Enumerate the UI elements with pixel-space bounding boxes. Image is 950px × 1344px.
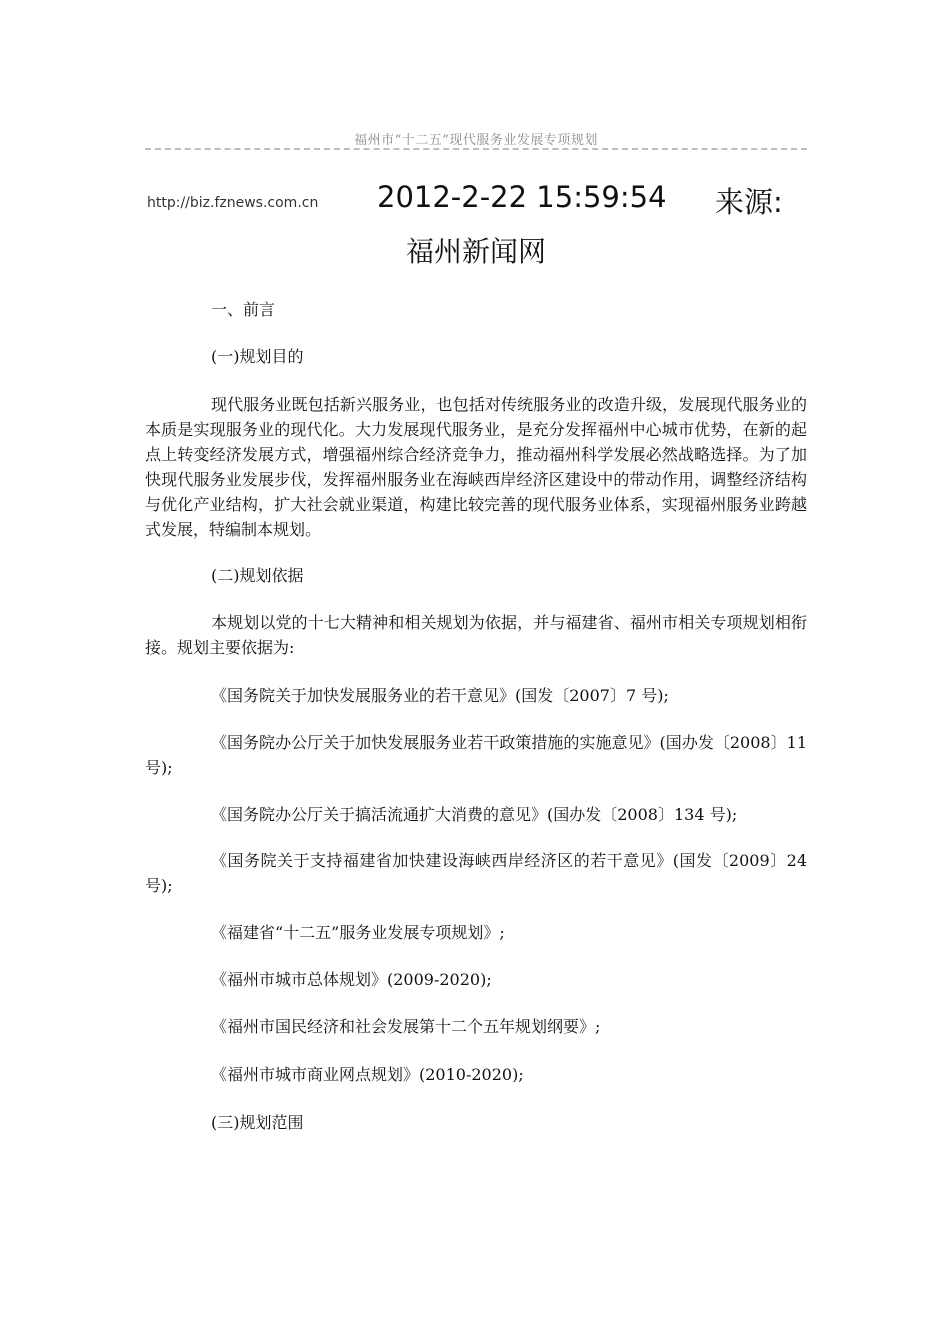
- source-line: [147, 176, 807, 224]
- basis-item: [145, 730, 807, 780]
- source-url-link[interactable]: http://biz.fznews.com.cn: [147, 195, 319, 211]
- basis-item-text: 《国务院关于加快发展服务业的若干意见》(国发〔2007〕7 号);: [211, 686, 669, 705]
- basis-item: [145, 967, 807, 992]
- paragraph-purpose: [145, 392, 807, 542]
- paragraph-basis-text: 本规划以党的十七大精神和相关规划为依据，并与福建省、福州市相关专项规划相衔接。规划主要依据为:: [145, 613, 807, 657]
- section-heading-preface: 一、前言: [211, 300, 276, 319]
- basis-item: [145, 1014, 807, 1039]
- subsection-heading-purpose: (一)规划目的: [211, 347, 304, 366]
- basis-item-text: 《福建省“十二五”服务业发展专项规划》;: [211, 923, 505, 942]
- source-name: 福州新闻网: [405, 235, 546, 268]
- basis-item: [145, 1062, 807, 1087]
- basis-item: [145, 920, 807, 945]
- paragraph-basis: [145, 610, 807, 660]
- basis-item-text: 《国务院关于支持福建省加快建设海峡西岸经济区的若干意见》(国发〔2009〕24 号);: [145, 851, 807, 895]
- subsection-heading-basis: (二)规划依据: [211, 566, 304, 585]
- header-divider: [145, 148, 807, 150]
- source-label: 来源:: [715, 185, 783, 219]
- subsection-heading-scope: (三)规划范围: [211, 1113, 304, 1132]
- paragraph-purpose-text: 现代服务业既包括新兴服务业，也包括对传统服务业的改造升级，发展现代服务业的本质是实现服务业的现代化。大力发展现代服务业，是充分发挥福州中心城市优势，在新的起点上转变经济发展方式，增强福州综合经济竞争力，推动福州科学发展必然战略选择。为了加快现代服务业发展步伐，发挥福州服务业在海峡西岸经济区建设中的带动作用，调整经济结构与优化产业结构，扩大社会就业渠道，构建比较完善的现代服务业体系，实现福州服务业跨越式发展，特编制本规划。: [145, 395, 807, 539]
- basis-item: [145, 848, 807, 898]
- basis-item-text: 《福州市国民经济和社会发展第十二个五年规划纲要》;: [211, 1017, 601, 1036]
- basis-item-text: 《福州市城市商业网点规划》(2010-2020);: [211, 1065, 524, 1084]
- running-header-title: 福州市“十二五”现代服务业发展专项规划: [354, 133, 598, 148]
- basis-item-text: 《国务院办公厅关于加快发展服务业若干政策措施的实施意见》(国办发〔2008〕11 号);: [145, 733, 807, 777]
- publish-datetime: 2012-2-22 15:59:54: [377, 180, 667, 214]
- basis-item: [145, 683, 807, 708]
- basis-item-text: 《国务院办公厅关于搞活流通扩大消费的意见》(国办发〔2008〕134 号);: [211, 805, 738, 824]
- basis-item-text: 《福州市城市总体规划》(2009-2020);: [211, 970, 492, 989]
- basis-item: [145, 802, 807, 827]
